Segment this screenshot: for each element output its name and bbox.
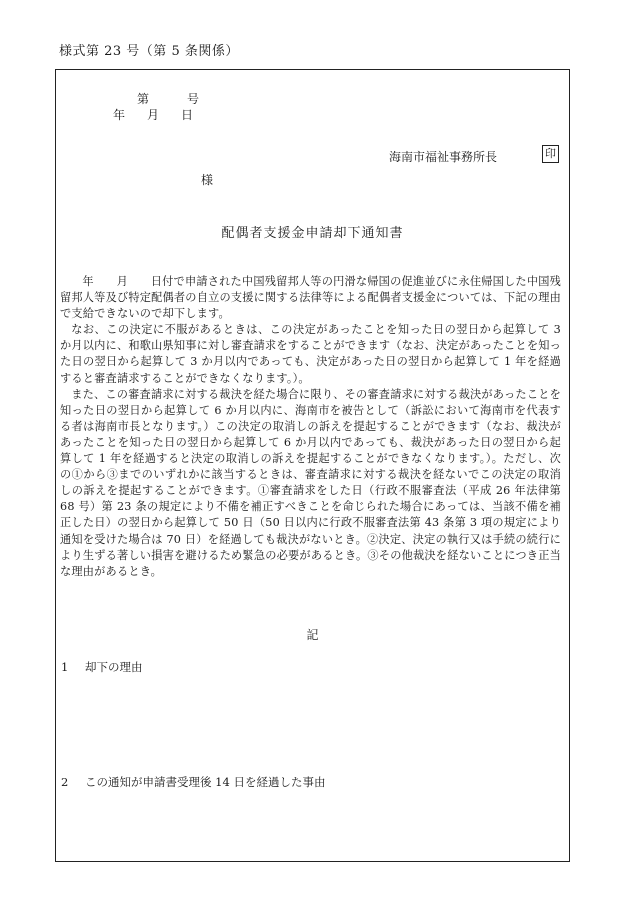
reason-item-label: 却下の理由 xyxy=(85,660,143,674)
date-year: 年 xyxy=(113,108,126,122)
date-month: 月 xyxy=(147,108,160,122)
body-paragraph-1: 年 月 日付で申請された中国残留邦人等の円滑な帰国の促進並びに永住帰国した中国残留邦人等及び特定配偶者の自立の支援に関する法律等による配偶者支援金については、下記の理由で支給できないので却下します。 xyxy=(60,275,561,321)
reason-item-number: 1 xyxy=(61,660,69,674)
date-day: 日 xyxy=(181,108,194,122)
notice-body xyxy=(60,274,561,580)
document-number-go: 号 xyxy=(187,92,200,106)
delay-reason-item-number: 2 xyxy=(61,775,69,789)
recipient-honorific: 様 xyxy=(201,173,214,187)
delay-reason-item-label: この通知が申請書受理後 14 日を経過した事由 xyxy=(85,775,326,789)
body-paragraph-3: また、この審査請求に対する裁決を経た場合に限り、その審査請求に対する裁決があったことを知った日の翌日から起算して 6 か月以内に、海南市を被告として（訴訟において海南市を代表する者は海南市長となります。）この決定の取消しの訴えを提起することができます（なお、裁決があったことを知った日の翌日から起算して 6 か月以内であっても、裁決があった日の翌日から起算して 1 年を経過すると決定の取消しの訴えを提起することができなくなります。）。ただし、次の①から③までのいずれかに該当するときは、審査請求に対する裁決を経ないでこの決定の取消しの訴えを提起することができます。①審査請求をした日（行政不服審査法（平成 26 年法律第 68 号）第 23 条の規定により不備を補正すべきことを命じられた場合にあっては、当該不備を補正した日）の翌日から起算して 50 日（50 日以内に行政不服審査法第 43 条第 3 項の規定により通知を受けた場合は 70 日）を経過しても裁決がないとき。②決定、決定の執行又は手続の続行により生ずる著しい損害を避けるため緊急の必要があるとき。③その他裁決を経ないことにつき正当な理由があるとき。 xyxy=(60,387,561,578)
document-title: 配偶者支援金申請却下通知書 xyxy=(221,226,404,241)
delay-reason-item xyxy=(61,774,325,790)
document-number-dai: 第 xyxy=(137,92,150,106)
ki-heading: 記 xyxy=(306,628,319,642)
issue-date-line xyxy=(113,106,193,123)
sender-name: 海南市福祉事務所長 xyxy=(389,150,498,164)
notice-frame xyxy=(55,69,570,862)
seal-mark: 印 xyxy=(542,145,559,163)
form-number-label: 様式第 23 号（第 5 条関係） xyxy=(59,44,239,59)
document-number-line xyxy=(137,90,199,107)
reason-item xyxy=(61,659,143,675)
body-paragraph-2: なお、この決定に不服があるときは、この決定があったことを知った日の翌日から起算して 3 か月以内に、和歌山県知事に対し審査請求をすることができます（なお、決定があったことを知った日の翌日から起算して 3 か月以内であっても、決定があった日の翌日から起算して 1 年を経過すると審査請求することができなくなります。）。 xyxy=(60,323,561,385)
